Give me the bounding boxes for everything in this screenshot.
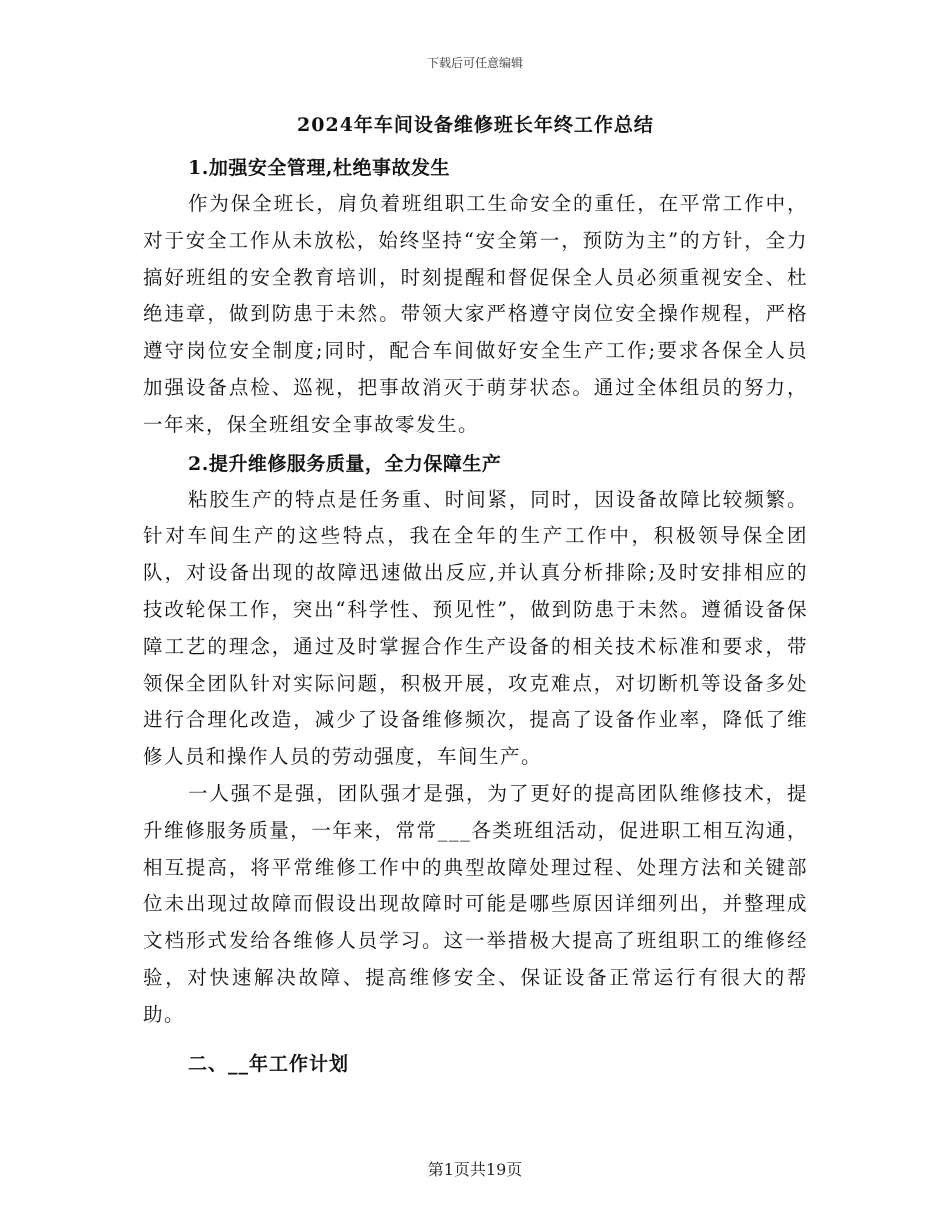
document-body [143, 110, 808, 1082]
section-2-paragraph-1: 粘胶生产的特点是任务重、时间紧，同时，因设备故障比较频繁。针对车间生产的这些特点，我在全年的生产工作中，积极领导保全团队，对设备出现的故障迅速做出反应,并认真分析排除;及时安排相应的技改轮保工作，突出“科学性、预见性”，做到防患于未然。遵循设备保障工艺的理念，通过及时掌握合作生产设备的相关技术标准和要求，带领保全团队针对实际问题，积极开展，攻克难点，对切断机等设备多处进行合理化改造，减少了设备维修频次，提高了设备作业率，降低了维修人员和操作人员的劳动强度，车间生产。 [143, 487, 808, 769]
document-title: 2024年车间设备维修班长年终工作总结 [297, 114, 654, 136]
section-heading-1: 1.加强安全管理,杜绝事故发生 [188, 157, 450, 179]
header-note: 下载后可任意编辑 [426, 56, 523, 70]
section-heading-2: 2.提升维修服务质量，全力保障生产 [188, 452, 502, 475]
plan-heading: 二、__年工作计划 [188, 1052, 350, 1075]
section-2-paragraph-2: 一人强不是强，团队强才是强，为了更好的提高团队维修技术，提升维修服务质量，一年来，常常___各类班组活动，促进职工相互沟通，相互提高，将平常维修工作中的典型故障处理过程、处理方法和关键部位未出现过故障而假设出现故障时可能是哪些原因详细列出，并整理成文档形式发给各维修人员学习。这一举措极大提高了班组职工的维修经验，对快速解决故障、提高维修安全、保证设备正常运行有很大的帮助。 [143, 781, 808, 1026]
page-number: 第1页共19页 [427, 1160, 523, 1179]
section-1-paragraph-1: 作为保全班长，肩负着班组职工生命安全的重任，在平常工作中，对于安全工作从未放松，始终坚持“安全第一，预防为主”的方针，全力搞好班组的安全教育培训，时刻提醒和督促保全人员必须重视安全、杜绝违章，做到防患于未然。带领大家严格遵守岗位安全操作规程，严格遵守岗位安全制度;同时，配合车间做好安全生产工作;要求各保全人员加强设备点检、巡视，把事故消灭于萌芽状态。通过全体组员的努力，一年来，保全班组安全事故零发生。 [143, 192, 808, 436]
